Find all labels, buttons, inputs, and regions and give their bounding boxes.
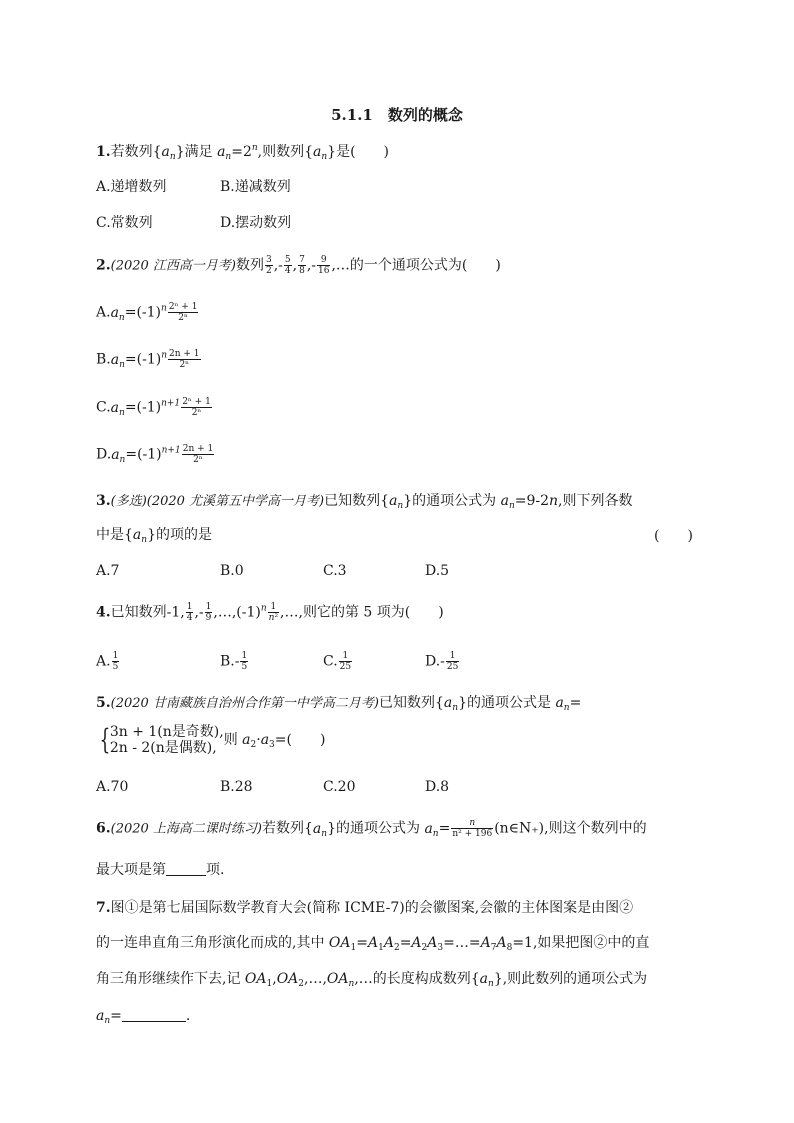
question-3-stem-line2: 中是$\{a_n\}$的项的是 <box>96 527 212 545</box>
question-3-stem: 3.(多选)(2020 尤溪第五中学高一月考)已知数列$\{a_n\}$的通项公式为 $a_n=9-2n$,则下列各数 <box>96 493 633 511</box>
q1-option-c[interactable]: C.常数列 <box>96 215 153 231</box>
q4-option-c[interactable]: C. $\frac{1}{25}$ <box>323 651 352 672</box>
q1-option-b[interactable]: B.递减数列 <box>220 179 291 195</box>
question-5-stem: 5.(2020 甘南藏族自治州合作第一中学高二月考)已知数列$\{a_n\}$的通项公式是 $a_n=$ <box>96 695 582 713</box>
question-1-stem: 1.若数列$\{a_n\}$满足 $a_n=2^n$,则数列$\{a_n\}$是( ) <box>96 143 390 162</box>
q5-option-b[interactable]: B.28 <box>220 779 253 795</box>
q3-option-d[interactable]: D.5 <box>425 563 450 579</box>
q4-option-a[interactable]: A. $\frac{1}{5}$ <box>96 651 119 672</box>
q6-answer-blank[interactable] <box>166 875 206 876</box>
q2-option-d[interactable]: $D.a_n=(-1)^{n+1}$ $\frac{2n + 1}{\text{2ⁿ}}$ <box>96 444 214 465</box>
q3-option-a[interactable]: A.7 <box>96 563 120 579</box>
q3-answer-paren[interactable]: ( ) <box>654 528 693 544</box>
question-7-stem: 7.图①是第七届国际数学教育大会(简称 ICME-7)的会徽图案,会徽的主体图案是由图② <box>96 900 634 916</box>
q4-option-d[interactable]: D.- $\frac{1}{25}$ <box>425 651 459 672</box>
q3-option-b[interactable]: B.0 <box>220 563 244 579</box>
question-5-piecewise: { 3n + 1(n是奇数), 2n - 2(n是偶数), 则 $a_2\cdot a_3=$( ) <box>99 723 326 756</box>
question-6-stem-line2: 最大项是第 项. <box>96 862 225 878</box>
question-6-stem: 6.(2020 上海高二课时练习)若数列$\{a_n\}$的通项公式为 $a_n=$ $\frac{n}{\text{n² + 196}}$ (n∈N₊),则这个数列中的 <box>96 818 647 839</box>
question-2-stem: 2.(2020 江西高一月考)数列 $\frac{3}{2}$ ,- $\frac{5}{4}$ , $\frac{7}{8}$ ,- $\frac{9}{16}$ ,…的一个通项公式为( ) <box>96 255 501 276</box>
question-4-stem: 4.已知数列-1, $\frac{1}{4}$ ,- $\frac{1}{9}$ $,\dots,(-1)^n$ $\frac{1}{\text{n²}}$ ,…,则它的第 5 项为( ) <box>96 602 444 623</box>
q5-option-c[interactable]: C.20 <box>323 779 356 795</box>
question-7-line4: $a_n=$ . <box>96 1008 191 1026</box>
q1-option-d[interactable]: D.摆动数列 <box>220 215 292 231</box>
q2-option-c[interactable]: $C.a_n=(-1)^{n+1}$ $\frac{\text{2ⁿ + 1}}{\text{2ⁿ}}$ <box>96 397 211 418</box>
q7-answer-blank[interactable] <box>122 1021 186 1022</box>
question-7-line2: 的一连串直角三角形演化而成的,其中 $OA_1=A_1A_2=A_2A_3=\dots=A_7A_8=1$,如果把图②中的直 <box>96 935 650 953</box>
q5-option-d[interactable]: D.8 <box>425 779 450 795</box>
page-title: 5.1.1 数列的概念 <box>331 106 463 124</box>
q1-option-a[interactable]: A.递增数列 <box>96 179 167 195</box>
question-7-line3: 角三角形继续作下去,记 $OA_1,OA_2,\dots,OA_n,\dots$的长度构成数列$\{a_n\}$,则此数列的通项公式为 <box>96 971 648 989</box>
q3-option-c[interactable]: C.3 <box>323 563 347 579</box>
q5-option-a[interactable]: A.70 <box>96 779 129 795</box>
q2-option-b[interactable]: $B.a_n=(-1)^n$ $\frac{2n + 1}{\text{2ⁿ}}$ <box>96 349 200 370</box>
q2-option-a[interactable]: $A.a_n=(-1)^n$ $\frac{\text{2ⁿ + 1}}{\text{2ⁿ}}$ <box>96 302 198 323</box>
q4-option-b[interactable]: B.- $\frac{1}{5}$ <box>220 651 248 672</box>
